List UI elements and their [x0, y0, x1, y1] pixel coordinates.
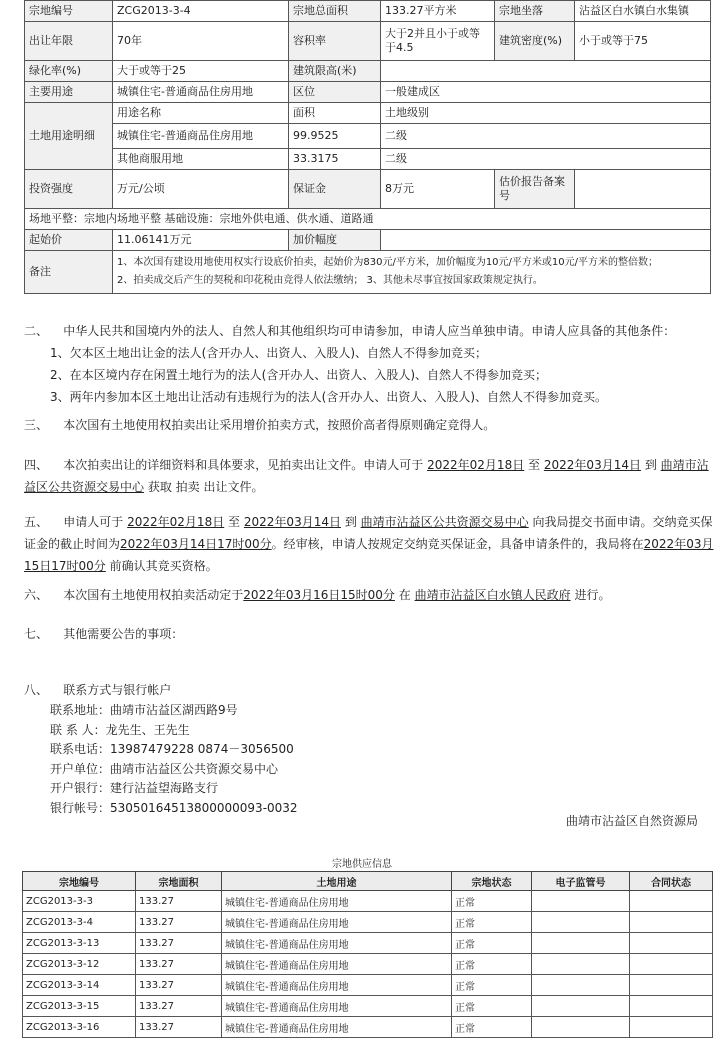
table-row [23, 996, 713, 1017]
parcel-status: 正常 [452, 912, 532, 933]
section-text: 至 [228, 515, 241, 529]
parcel-use: 城镇住宅-普通商品住房用地 [222, 954, 452, 975]
table-row [25, 209, 711, 230]
section-2 [24, 320, 714, 408]
contract-status [630, 891, 713, 912]
section-text: 本次国有土地使用权拍卖出让采用增价拍卖方式，按照价高者得原则确定竞得人。 [63, 418, 496, 432]
column-header: 宗地状态 [452, 872, 532, 891]
field-label: 区位 [289, 82, 381, 103]
deposit-deadline: 2022年03月14日17时00分 [120, 537, 272, 551]
auction-time: 2022年03月16日15时00分 [243, 588, 395, 602]
section-text: 向我局提交书面申请。交纳竞买保证金的截止时间为 [24, 515, 713, 551]
field-value: 大于2并且小于或等于4.5 [381, 22, 495, 61]
field-value: 城镇住宅-普通商品住房用地 [113, 82, 289, 103]
parcel-use: 城镇住宅-普通商品住房用地 [222, 975, 452, 996]
parcel-area: 133.27 [136, 912, 222, 933]
column-header: 土地用途 [222, 872, 452, 891]
supervision-no [532, 975, 630, 996]
supply-table [22, 871, 713, 1038]
section-text: 进行。 [574, 588, 611, 602]
field-value [381, 230, 711, 251]
field-label: 投资强度 [25, 170, 113, 209]
section-7 [24, 623, 714, 645]
section-text: 获取 拍卖 出让文件。 [147, 480, 264, 494]
condition-item: 2、在本区境内存在闲置土地行为的法人(含开办人、出资人、入股人)、自然人不得参加竞买； [50, 368, 548, 382]
supervision-no [532, 1017, 630, 1038]
section-number: 三、 [24, 418, 49, 432]
parcel-id: ZCG2013-3-16 [23, 1017, 136, 1038]
supervision-no [532, 912, 630, 933]
section-text: 。经审核，申请人按规定交纳竞买保证金，具备申请条件的，我局将在 [271, 537, 644, 551]
landuse-cell: 其他商服用地 [113, 149, 289, 170]
trading-center: 曲靖市沾益区公共资源交易中心 [24, 458, 709, 494]
field-label: 宗地总面积 [289, 1, 381, 22]
field-value: 沾益区白水镇白水集镇 [575, 1, 711, 22]
contract-status [630, 1017, 713, 1038]
parcel-area: 133.27 [136, 1017, 222, 1038]
field-label: 建筑密度(%) [495, 22, 575, 61]
section-text: 其他需要公告的事项： [63, 627, 184, 641]
field-value: 8万元 [381, 170, 495, 209]
table-row [23, 912, 713, 933]
condition-item: 3、两年内参加本区土地出让活动有违规行为的法人(含开办人、出资人、入股人)、自然人不得参加竞买。 [50, 390, 608, 404]
table-row [25, 82, 711, 103]
qualification-deadline: 2022年03月15日17时00分 [24, 537, 714, 573]
bank-name: 开户银行：建行沾益望海路支行 [50, 781, 219, 795]
parcel-use: 城镇住宅-普通商品住房用地 [222, 891, 452, 912]
landuse-header: 土地级别 [381, 103, 711, 124]
parcel-use: 城镇住宅-普通商品住房用地 [222, 933, 452, 954]
table-header-row [23, 872, 713, 891]
field-label: 容积率 [289, 22, 381, 61]
field-label: 土地用途明细 [25, 103, 113, 170]
field-value: 一般建成区 [381, 82, 711, 103]
bank-account: 银行帐号：53050164513800000093-0032 [50, 800, 298, 815]
section-number: 七、 [24, 627, 49, 641]
table-row [23, 954, 713, 975]
parcel-status: 正常 [452, 975, 532, 996]
parcel-use: 城镇住宅-普通商品住房用地 [222, 912, 452, 933]
section-3 [24, 414, 714, 436]
field-value [381, 61, 711, 82]
remarks-text [113, 251, 711, 294]
column-header: 宗地编号 [23, 872, 136, 891]
parcel-area: 133.27 [136, 933, 222, 954]
field-value: 大于或等于25 [113, 61, 289, 82]
parcel-status: 正常 [452, 933, 532, 954]
section-number: 八、 [24, 683, 49, 697]
section-text: 在 [398, 588, 411, 602]
parcel-id: ZCG2013-3-12 [23, 954, 136, 975]
parcel-area: 133.27 [136, 975, 222, 996]
field-value [575, 170, 711, 209]
section-number: 六、 [24, 588, 49, 602]
landuse-cell: 二级 [381, 149, 711, 170]
column-header: 电子监管号 [532, 872, 630, 891]
date-end: 2022年03月14日 [243, 515, 341, 529]
supervision-no [532, 996, 630, 1017]
date-end: 2022年03月14日 [543, 458, 641, 472]
parcel-use: 城镇住宅-普通商品住房用地 [222, 1017, 452, 1038]
remarks-line: 1、本次国有建设用地使用权实行设底价拍卖，起始价为830元/平方米，加价幅度为10元/平方米或10元/平方米的整倍数； [117, 257, 659, 268]
field-value: ZCG2013-3-4 [113, 1, 289, 22]
table-row [25, 22, 711, 61]
contract-status [630, 975, 713, 996]
parcel-status: 正常 [452, 954, 532, 975]
table-row [25, 149, 711, 170]
table-row [25, 124, 711, 149]
field-label: 宗地编号 [25, 1, 113, 22]
table-row [25, 61, 711, 82]
issuer-signature: 曲靖市沾益区自然资源局 [566, 814, 699, 828]
column-header: 合同状态 [630, 872, 713, 891]
table-row [25, 170, 711, 209]
table-row [25, 1, 711, 22]
landuse-header: 面积 [289, 103, 381, 124]
parcel-area: 133.27 [136, 996, 222, 1017]
contract-status [630, 912, 713, 933]
field-label: 出让年限 [25, 22, 113, 61]
account-holder: 开户单位：曲靖市沾益区公共资源交易中心 [50, 761, 279, 776]
field-value: 万元/公顷 [113, 170, 289, 209]
parcel-status: 正常 [452, 891, 532, 912]
parcel-id: ZCG2013-3-14 [23, 975, 136, 996]
table-row [23, 975, 713, 996]
field-label: 备注 [25, 251, 113, 294]
parcel-id: ZCG2013-3-3 [23, 891, 136, 912]
section-text: 本次国有土地使用权拍卖活动定于 [63, 588, 244, 602]
condition-item: 1、欠本区土地出让金的法人(含开办人、出资人、入股人)、自然人不得参加竞买； [50, 346, 488, 360]
supply-table-caption: 宗地供应信息 [332, 859, 392, 870]
landuse-cell: 99.9525 [289, 124, 381, 149]
contract-status [630, 933, 713, 954]
field-label: 宗地坐落 [495, 1, 575, 22]
parcel-status: 正常 [452, 1017, 532, 1038]
parcel-details-table [24, 0, 711, 294]
section-number: 二、 [24, 324, 49, 338]
section-text: 本次拍卖出让的详细资料和具体要求，见拍卖出让文件。申请人可于 [63, 458, 424, 472]
field-value: 11.06141万元 [113, 230, 289, 251]
landuse-cell: 二级 [381, 124, 711, 149]
table-row [25, 251, 711, 294]
section-6 [24, 584, 714, 606]
auction-place: 曲靖市沾益区白水镇人民政府 [414, 588, 571, 602]
table-row [25, 103, 711, 124]
table-row [25, 230, 711, 251]
parcel-use: 城镇住宅-普通商品住房用地 [222, 996, 452, 1017]
contract-status [630, 954, 713, 975]
table-row [23, 933, 713, 954]
parcel-id: ZCG2013-3-13 [23, 933, 136, 954]
section-title: 联系方式与银行帐户 [63, 683, 172, 697]
section-text: 中华人民共和国境内外的法人、自然人和其他组织均可申请参加，申请人应当单独申请。申请人应具备的其他条件： [63, 324, 676, 338]
parcel-area: 133.27 [136, 954, 222, 975]
table-row [23, 1017, 713, 1038]
section-number: 四、 [24, 458, 49, 472]
supervision-no [532, 891, 630, 912]
field-label: 加价幅度 [289, 230, 381, 251]
landuse-header: 用途名称 [113, 103, 289, 124]
field-label: 建筑限高(米) [289, 61, 381, 82]
contact-person: 联 系 人：龙先生、王先生 [50, 722, 190, 737]
supervision-no [532, 954, 630, 975]
supervision-no [532, 933, 630, 954]
section-number: 五、 [24, 515, 49, 529]
parcel-id: ZCG2013-3-4 [23, 912, 136, 933]
parcel-status: 正常 [452, 996, 532, 1017]
contact-phone: 联系电话：13987479228 0874－3056500 [50, 742, 294, 756]
trading-center: 曲靖市沾益区公共资源交易中心 [360, 515, 529, 529]
section-text: 申请人可于 [63, 515, 124, 529]
section-8 [24, 679, 714, 818]
date-start: 2022年02月18日 [127, 515, 225, 529]
field-label: 起始价 [25, 230, 113, 251]
landuse-cell: 33.3175 [289, 149, 381, 170]
section-text: 到 [344, 515, 357, 529]
field-label: 绿化率(%) [25, 61, 113, 82]
field-value: 133.27平方米 [381, 1, 495, 22]
section-4 [24, 454, 714, 498]
site-infrastructure: 场地平整：宗地内场地平整 基础设施：宗地外供电通、供水通、道路通 [25, 209, 711, 230]
table-row [23, 891, 713, 912]
remarks-line: 2、拍卖成交后产生的契税和印花税由竞得人依法缴纳； 3、其他未尽事宜按国家政策规定执行。 [117, 275, 543, 286]
field-label: 保证金 [289, 170, 381, 209]
field-label: 估价报告备案号 [495, 170, 575, 209]
contract-status [630, 996, 713, 1017]
parcel-area: 133.27 [136, 891, 222, 912]
field-label: 主要用途 [25, 82, 113, 103]
section-text: 至 [528, 458, 541, 472]
date-start: 2022年02月18日 [427, 458, 525, 472]
field-value: 小于或等于75 [575, 22, 711, 61]
parcel-id: ZCG2013-3-15 [23, 996, 136, 1017]
section-text: 前确认其竞买资格。 [109, 559, 218, 573]
contact-address: 联系地址：曲靖市沾益区湖西路9号 [50, 703, 238, 717]
section-5 [24, 511, 714, 577]
section-text: 到 [644, 458, 657, 472]
field-value: 70年 [113, 22, 289, 61]
landuse-cell: 城镇住宅-普通商品住房用地 [113, 124, 289, 149]
column-header: 宗地面积 [136, 872, 222, 891]
